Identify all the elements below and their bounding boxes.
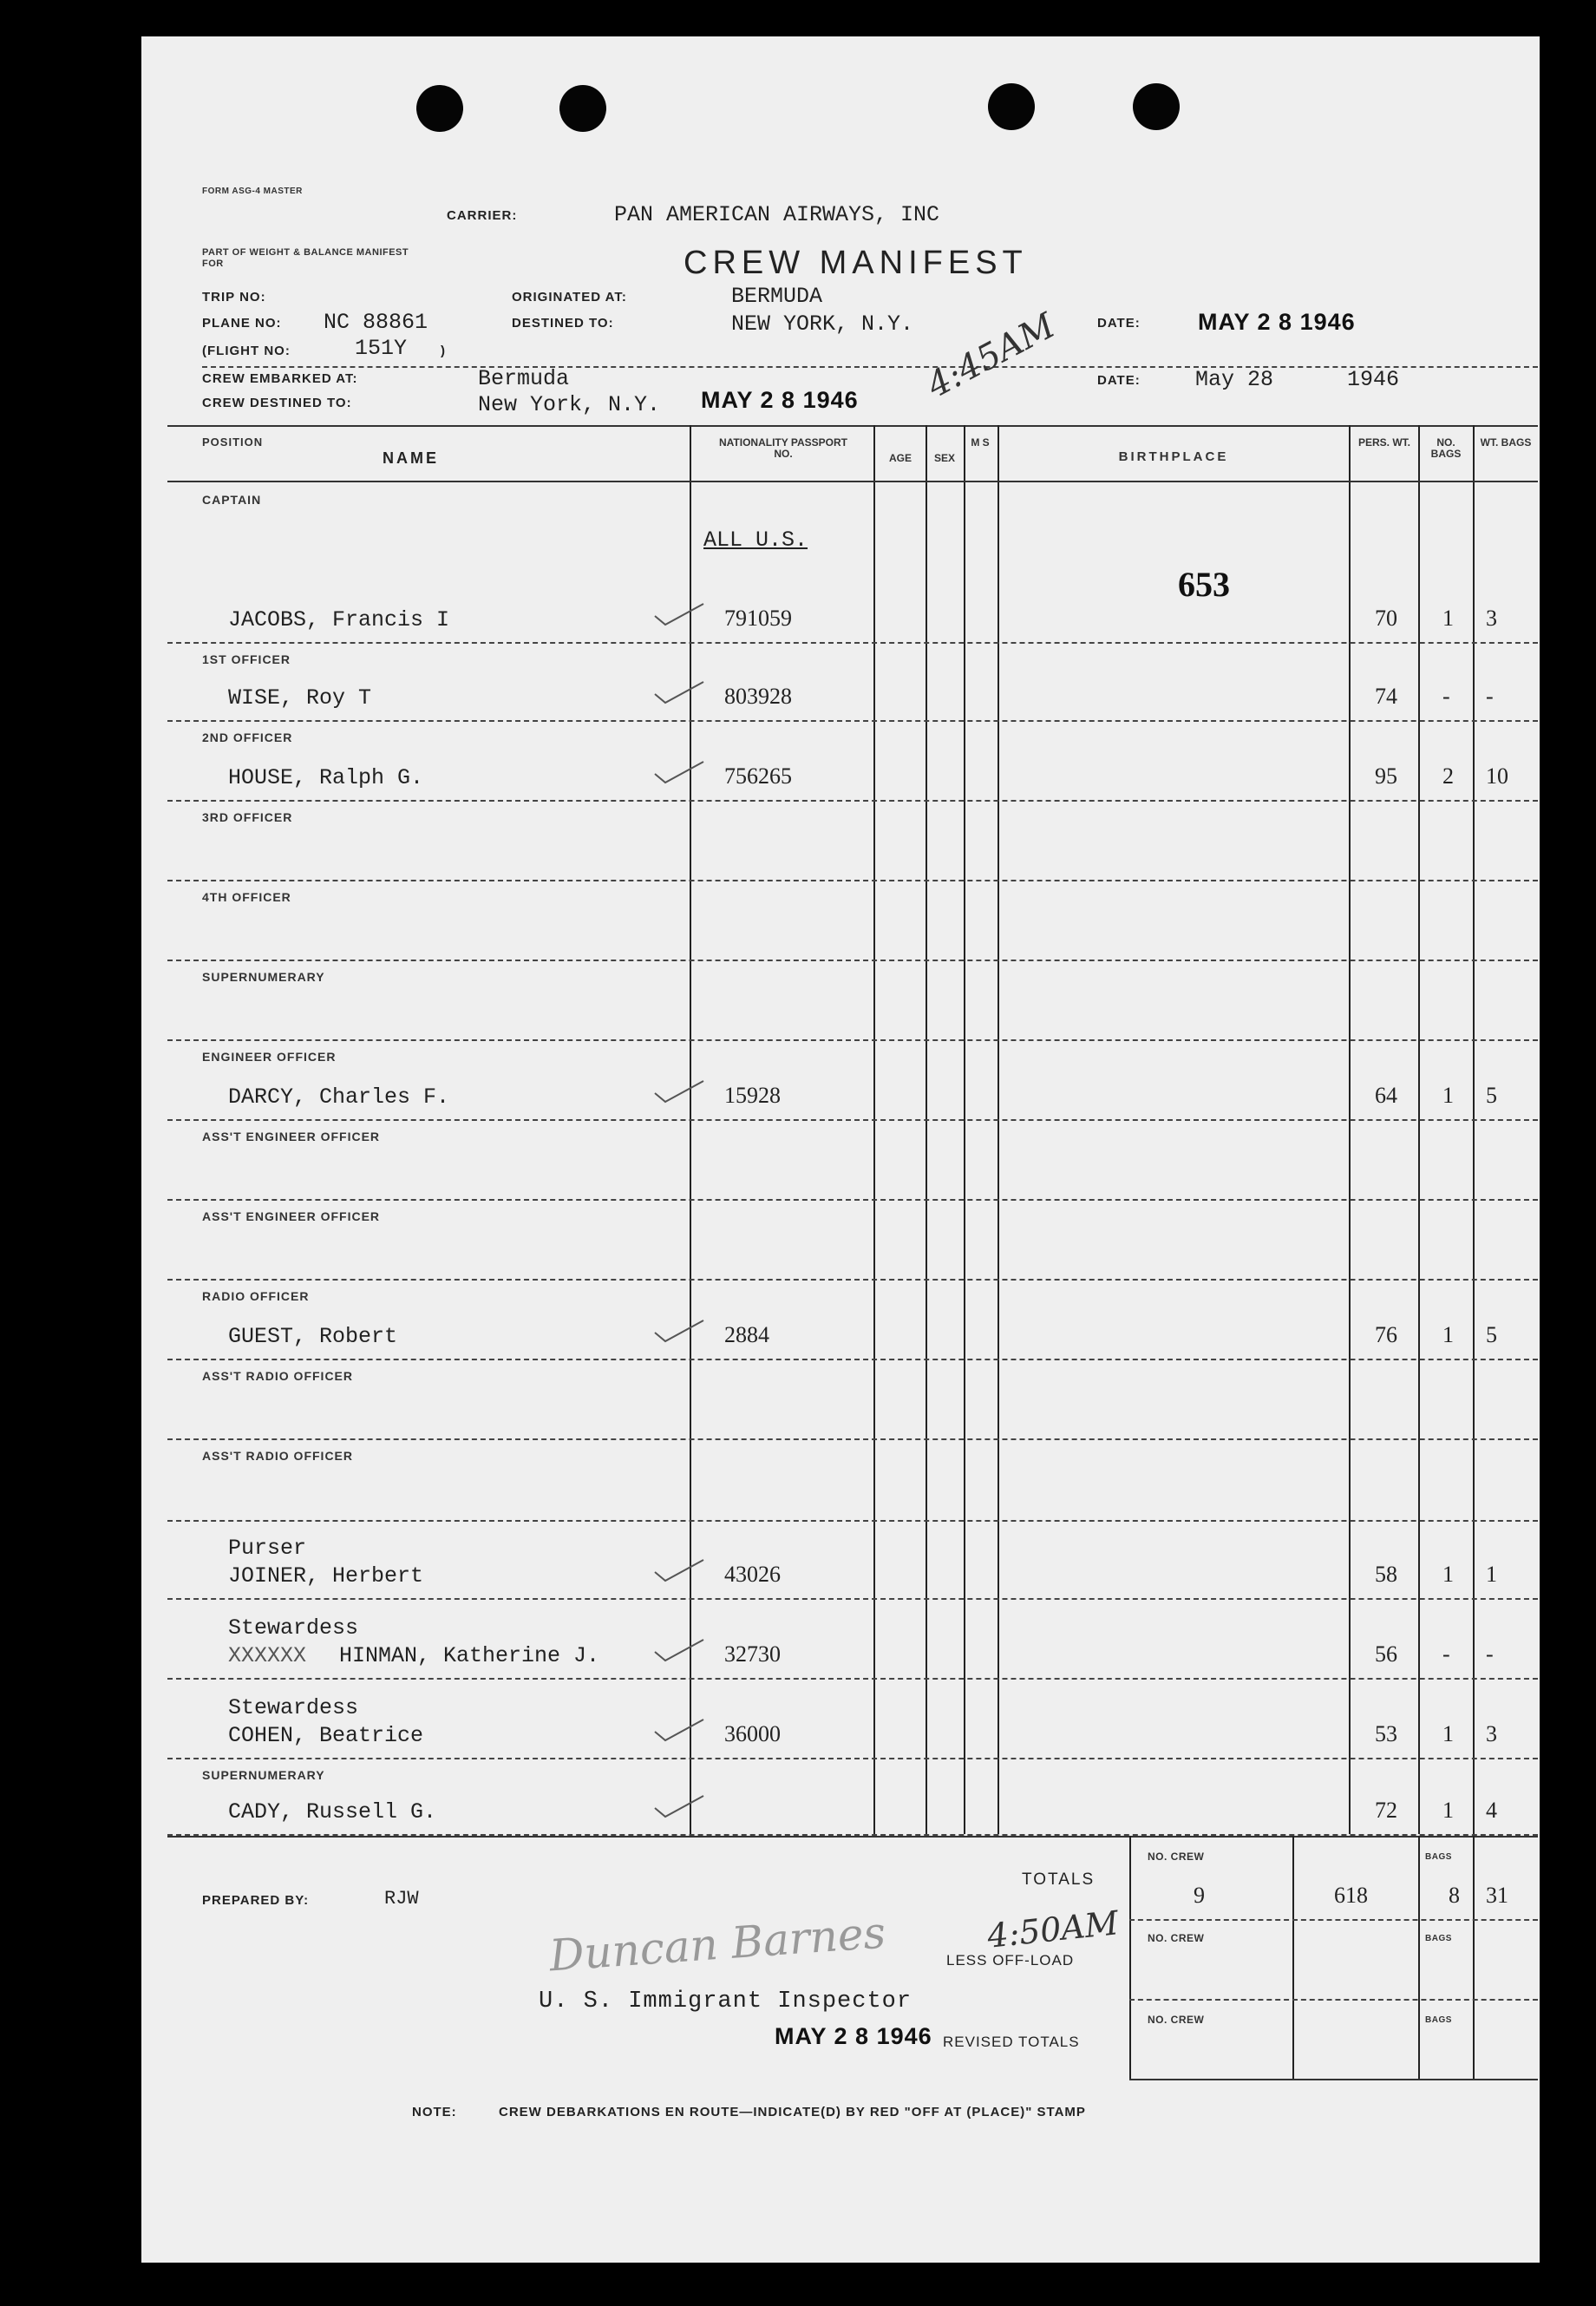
- row-passport: 791059: [724, 606, 792, 631]
- header-position: POSITION: [202, 436, 264, 449]
- part-of-label: PART OF WEIGHT & BALANCE MANIFEST FOR: [202, 247, 409, 269]
- totals-bottom: [1129, 2079, 1538, 2080]
- totals-line-3: [1418, 1836, 1420, 2080]
- totals-sep-1: [1129, 1919, 1538, 1922]
- table-top-line: [167, 425, 1538, 427]
- stamp-number: 653: [1178, 565, 1230, 604]
- prepared-label: PREPARED BY:: [202, 1893, 310, 1908]
- row-pers-wt: 72: [1375, 1798, 1397, 1823]
- row-wt-bags: 1: [1486, 1562, 1497, 1587]
- table-row: [141, 644, 1540, 722]
- row-position: ASS'T RADIO OFFICER: [202, 1369, 353, 1383]
- no-crew-label-1: NO. CREW: [1148, 1851, 1205, 1863]
- table-row: [141, 1440, 1540, 1522]
- row-no-bags: 1: [1442, 1798, 1454, 1823]
- row-position: SUPERNUMERARY: [202, 1768, 325, 1782]
- row-position: 2ND OFFICER: [202, 730, 293, 744]
- totals-line-2: [1292, 1836, 1294, 2080]
- row-wt-bags: 5: [1486, 1083, 1497, 1108]
- header-bottom-line: [167, 481, 1538, 482]
- row-position: 4TH OFFICER: [202, 890, 291, 904]
- row-position: ASS'T ENGINEER OFFICER: [202, 1209, 381, 1223]
- table-row: [141, 1281, 1540, 1360]
- row-position: SUPERNUMERARY: [202, 970, 325, 984]
- row-name: HINMAN, Katherine J.: [339, 1643, 600, 1668]
- bags-label-3: BAGS: [1425, 2015, 1452, 2025]
- punch-hole-2: [559, 85, 606, 132]
- header-name: NAME: [383, 449, 439, 467]
- table-row: [141, 1121, 1540, 1201]
- totals-line-1: [1129, 1836, 1131, 2080]
- row-pers-wt: 64: [1375, 1083, 1397, 1108]
- trip-label: TRIP NO:: [202, 290, 266, 305]
- punch-hole-3: [988, 83, 1035, 130]
- row-pers-wt: 95: [1375, 763, 1397, 789]
- table-row: [141, 961, 1540, 1041]
- row-passport: 756265: [724, 763, 792, 789]
- row-name: HOUSE, Ralph G.: [228, 765, 424, 790]
- punch-hole-1: [416, 85, 463, 132]
- flight-value: 151Y: [355, 336, 408, 361]
- total-bag-wt: 31: [1486, 1883, 1508, 1908]
- no-crew-label-2: NO. CREW: [1148, 1932, 1205, 1944]
- date2-value: May 28: [1195, 367, 1274, 392]
- header-wtbags: WT. BAGS: [1480, 436, 1532, 449]
- row-name: COHEN, Beatrice: [228, 1723, 424, 1748]
- flight-close: ): [441, 344, 446, 358]
- inspector-signature: Duncan Barnes: [547, 1907, 887, 1982]
- row-passport: 43026: [724, 1562, 781, 1587]
- row-title: Stewardess: [228, 1695, 359, 1720]
- row-wt-bags: 4: [1486, 1798, 1497, 1823]
- date2-label: DATE:: [1097, 373, 1141, 388]
- destined-value: NEW YORK, N.Y.: [731, 311, 914, 337]
- originated-value: BERMUDA: [731, 284, 823, 309]
- checkmark-icon: [653, 1079, 705, 1104]
- row-name: JACOBS, Francis I: [228, 607, 450, 632]
- row-title: Stewardess: [228, 1615, 359, 1641]
- header-sex: SEX: [933, 452, 955, 464]
- row-name: WISE, Roy T: [228, 685, 372, 711]
- checkmark-icon: [653, 760, 705, 784]
- carrier-label: CARRIER:: [447, 208, 518, 223]
- table-bottom-line: [167, 1836, 1538, 1838]
- originated-label: ORIGINATED AT:: [512, 290, 627, 305]
- row-no-bags: -: [1442, 1641, 1450, 1667]
- row-wt-bags: 3: [1486, 1721, 1497, 1746]
- destined-label: DESTINED TO:: [512, 316, 614, 331]
- row-no-bags: 1: [1442, 606, 1454, 631]
- row-name: DARCY, Charles F.: [228, 1084, 450, 1110]
- header-nationality: NATIONALITY PASSPORT NO.: [718, 436, 847, 460]
- row-passport: 2884: [724, 1322, 769, 1347]
- table-row: [141, 1360, 1540, 1440]
- manifest-page: [141, 36, 1540, 2263]
- table-row: [141, 1600, 1540, 1680]
- flight-label: (FLIGHT NO:: [202, 344, 291, 358]
- less-offload-label: LESS OFF-LOAD: [946, 1952, 1075, 1969]
- header-nobags: NO. BAGS: [1430, 436, 1462, 460]
- form-id: FORM ASG-4 MASTER: [202, 187, 303, 196]
- row-wt-bags: -: [1486, 684, 1494, 709]
- embarked-label: CREW EMBARKED AT:: [202, 371, 358, 386]
- row-no-bags: 1: [1442, 1322, 1454, 1347]
- bags-label-2: BAGS: [1425, 1934, 1452, 1943]
- row-pers-wt: 58: [1375, 1562, 1397, 1587]
- row-position: RADIO OFFICER: [202, 1289, 310, 1303]
- row-passport: 15928: [724, 1083, 781, 1108]
- crew-destined-value: New York, N.Y.: [478, 392, 661, 417]
- inspector-title: U. S. Immigrant Inspector: [539, 1988, 912, 2014]
- table-row: [141, 1522, 1540, 1600]
- row-name: CADY, Russell G.: [228, 1799, 437, 1824]
- checkmark-icon: [653, 1638, 705, 1662]
- all-us-note: ALL U.S.: [703, 527, 808, 553]
- row-wt-bags: -: [1486, 1641, 1494, 1667]
- plane-value: NC 88861: [324, 310, 428, 335]
- totals-line-4: [1473, 1836, 1475, 2080]
- inspector-stamp: MAY 2 8 1946: [775, 2023, 932, 2049]
- row-pers-wt: 74: [1375, 684, 1397, 709]
- header-age: AGE: [888, 452, 912, 464]
- row-position: ENGINEER OFFICER: [202, 1050, 337, 1064]
- row-title: Purser: [228, 1536, 307, 1561]
- header-divider: [202, 366, 1538, 369]
- row-no-bags: 1: [1442, 1721, 1454, 1746]
- header-perswt: PERS. WT.: [1357, 436, 1410, 449]
- header-birthplace: BIRTHPLACE: [1118, 449, 1229, 464]
- row-pers-wt: 56: [1375, 1641, 1397, 1667]
- note-label: NOTE:: [412, 2105, 457, 2119]
- checkmark-icon: [653, 1718, 705, 1742]
- row-position: ASS'T ENGINEER OFFICER: [202, 1130, 381, 1143]
- revised-totals-label: REVISED TOTALS: [943, 2034, 1080, 2050]
- punch-hole-4: [1133, 83, 1180, 130]
- row-wt-bags: 5: [1486, 1322, 1497, 1347]
- totals-label: TOTALS: [1022, 1870, 1096, 1889]
- note-text: CREW DEBARKATIONS EN ROUTE—INDICATE(D) BY RED "OFF AT (PLACE)" STAMP: [499, 2105, 1086, 2119]
- row-passport: 36000: [724, 1721, 781, 1746]
- plane-label: PLANE NO:: [202, 316, 282, 331]
- table-row: [141, 722, 1540, 802]
- table-row: [141, 484, 1540, 644]
- checkmark-icon: [653, 1794, 705, 1818]
- row-wt-bags: 3: [1486, 606, 1497, 631]
- row-name: JOINER, Herbert: [228, 1563, 424, 1589]
- row-no-bags: 1: [1442, 1083, 1454, 1108]
- carrier-value: PAN AMERICAN AIRWAYS, INC: [614, 202, 940, 227]
- table-row: [141, 881, 1540, 961]
- row-pers-wt: 53: [1375, 1721, 1397, 1746]
- embarked-value: Bermuda: [478, 366, 570, 391]
- date-stamp: MAY 2 8 1946: [1198, 309, 1356, 335]
- table-row: [141, 1201, 1540, 1281]
- table-row: [141, 802, 1540, 881]
- checkmark-icon: [653, 680, 705, 704]
- row-passport: 32730: [724, 1641, 781, 1667]
- no-crew-label-3: NO. CREW: [1148, 2014, 1205, 2026]
- checkmark-icon: [653, 1319, 705, 1343]
- handwritten-time-2: 4:50AM: [985, 1903, 1121, 1956]
- handwritten-time: 4:45AM: [920, 305, 1062, 406]
- header-ms: M S: [971, 436, 990, 449]
- row-position: 1ST OFFICER: [202, 652, 291, 666]
- crew-destined-label: CREW DESTINED TO:: [202, 396, 352, 410]
- checkmark-icon: [653, 1558, 705, 1582]
- row-pers-wt: 70: [1375, 606, 1397, 631]
- checkmark-icon: [653, 602, 705, 626]
- prepared-by: RJW: [384, 1888, 419, 1910]
- manifest-title: CREW MANIFEST: [684, 245, 1028, 281]
- table-row: [141, 1759, 1540, 1836]
- total-weight: 618: [1334, 1883, 1368, 1908]
- total-crew: 9: [1194, 1883, 1205, 1908]
- row-position: ASS'T RADIO OFFICER: [202, 1449, 353, 1463]
- row-no-bags: -: [1442, 684, 1450, 709]
- row-no-bags: 2: [1442, 763, 1454, 789]
- totals-sep-2: [1129, 1999, 1538, 2001]
- row-position: CAPTAIN: [202, 493, 262, 507]
- row-wt-bags: 10: [1486, 763, 1508, 789]
- total-bags: 8: [1449, 1883, 1460, 1908]
- row-passport: 803928: [724, 684, 792, 709]
- row-name: GUEST, Robert: [228, 1324, 398, 1349]
- bags-label-1: BAGS: [1425, 1852, 1452, 1862]
- date-label: DATE:: [1097, 316, 1141, 331]
- row-struck-name: XXXXXX: [228, 1643, 307, 1668]
- row-no-bags: 1: [1442, 1562, 1454, 1587]
- date2-year: 1946: [1347, 367, 1400, 392]
- table-row: [141, 1680, 1540, 1759]
- row-pers-wt: 76: [1375, 1322, 1397, 1347]
- table-row: [141, 1041, 1540, 1121]
- row-position: 3RD OFFICER: [202, 810, 293, 824]
- crew-date-stamp: MAY 2 8 1946: [701, 387, 859, 413]
